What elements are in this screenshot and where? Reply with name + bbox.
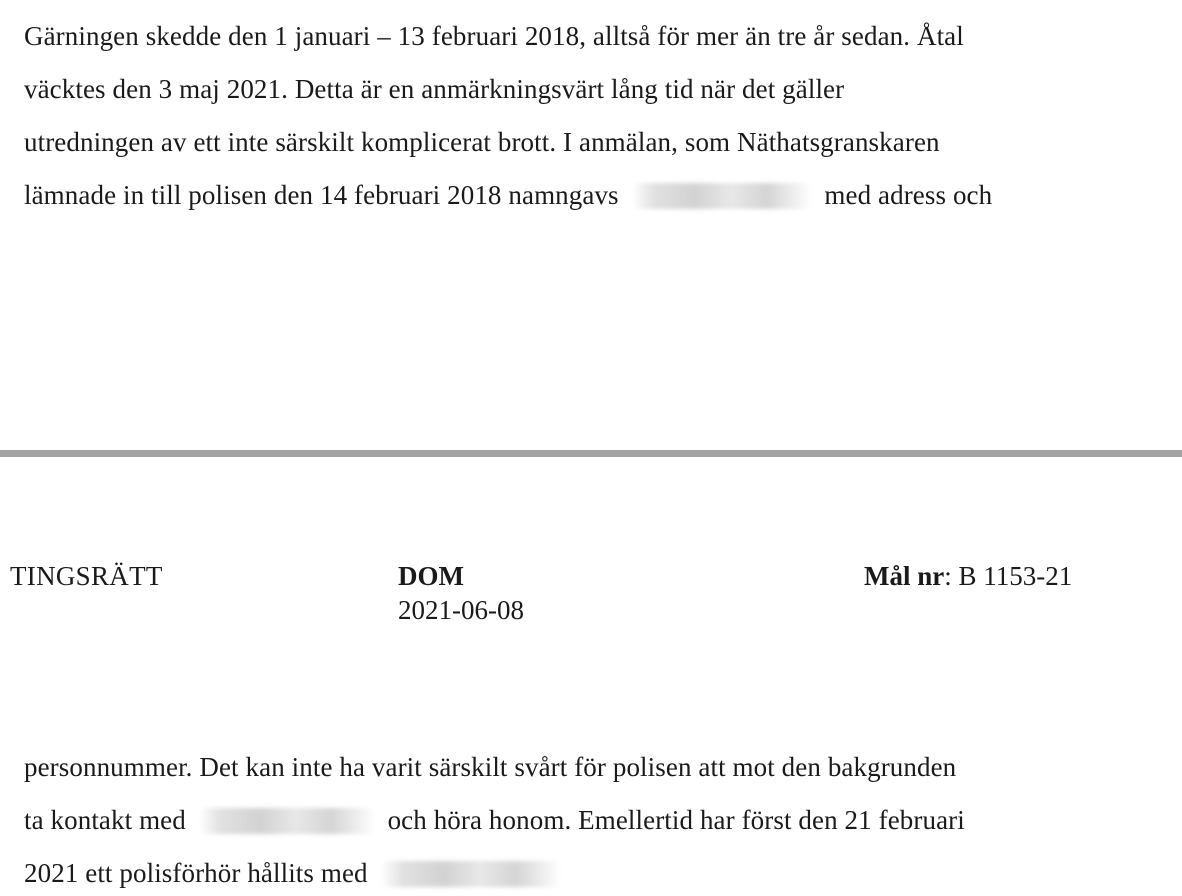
- page-separator: [0, 450, 1182, 457]
- line-4-text-before: lämnade in till polisen den 14 februari 2018 namngavs: [24, 180, 619, 210]
- paragraph-line-2: väcktes den 3 maj 2021. Detta är en anmärkningsvärt lång tid när det gäller: [24, 74, 845, 104]
- court-name: TINGSRÄTT: [10, 561, 163, 591]
- redacted-name: [632, 183, 812, 209]
- paragraph-line-4: [24, 179, 992, 211]
- paragraph-line-6: [24, 804, 965, 836]
- redacted-name: [199, 808, 375, 834]
- paragraph-line-5: personnummer. Det kan inte ha varit särskilt svårt för polisen att mot den bakgrunden: [24, 752, 957, 782]
- paragraph-line-3: utredningen av ett inte särskilt komplicerat brott. I anmälan, som Näthatsgranskaren: [24, 127, 940, 157]
- line-7-text-before: 2021 ett polisförhör hållits med: [24, 858, 368, 888]
- document-date: 2021-06-08: [398, 595, 524, 625]
- redacted-name: [381, 861, 561, 887]
- line-6-text-before: ta kontakt med: [24, 805, 186, 835]
- case-number: [864, 560, 1072, 592]
- document-type: DOM: [398, 561, 464, 591]
- paragraph-line-7: [24, 857, 567, 889]
- line-4-text-after: med adress och: [824, 180, 993, 210]
- paragraph-line-1: Gärningen skedde den 1 januari – 13 februari 2018, alltså för mer än tre år sedan. Åtal: [24, 21, 964, 51]
- case-number-label: Mål nr: [864, 561, 945, 591]
- document-header: [398, 560, 524, 626]
- case-number-value: B 1153-21: [958, 561, 1073, 591]
- case-number-separator: :: [944, 561, 952, 591]
- line-6-text-after: och höra honom. Emellertid har först den 21 februari: [387, 805, 965, 835]
